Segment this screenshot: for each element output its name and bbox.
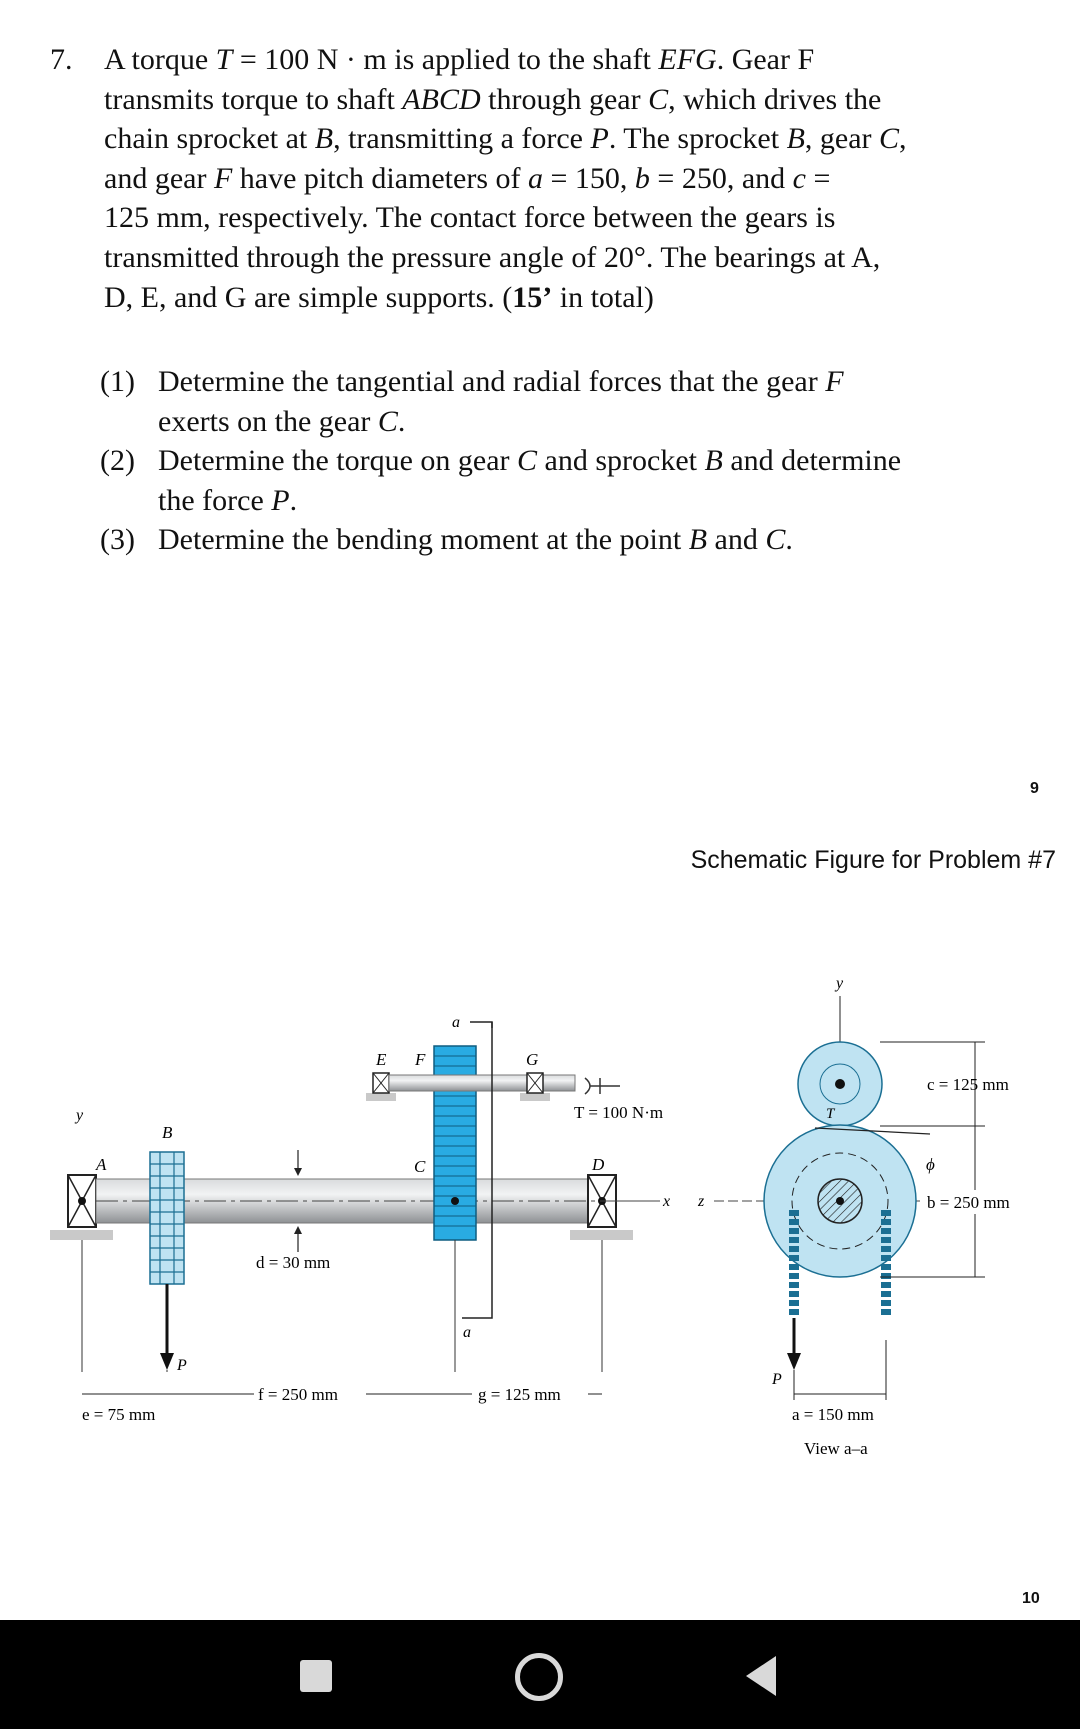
label-b-dim: b = 250 mm <box>927 1193 1010 1212</box>
problem-line: 125 mm, respectively. The contact force between the gears is <box>104 201 836 235</box>
page-number: 10 <box>1022 1590 1040 1607</box>
ground-G <box>520 1093 550 1101</box>
bearing-A <box>68 1175 96 1227</box>
problem-line: A torque T = 100 N · m is applied to the shaft EFG. Gear F <box>104 43 815 76</box>
label-T-small: T <box>826 1106 835 1122</box>
gear-F-view <box>798 1042 882 1126</box>
label-D: D <box>592 1155 605 1174</box>
bearing-E <box>373 1073 389 1093</box>
label-f-dim: f = 250 mm <box>258 1385 338 1404</box>
problem-line: transmitted through the pressure angle of 20°. The bearings at A, <box>104 240 881 274</box>
d-arrowhead-bottom <box>294 1226 302 1234</box>
label-P-right: P <box>772 1371 782 1388</box>
label-a-dim: a = 150 mm <box>792 1405 874 1424</box>
label-c-dim: c = 125 mm <box>927 1075 1009 1094</box>
home-button[interactable] <box>515 1653 563 1701</box>
label-y-right: y <box>836 975 844 992</box>
recent-apps-button[interactable] <box>300 1660 332 1692</box>
problem-line: and gear F have pitch diameters of a = 150, b = 250, and c = <box>104 161 831 195</box>
section-marker-top <box>470 1022 492 1028</box>
navigation-bar <box>0 1620 1080 1729</box>
label-B: B <box>162 1123 173 1142</box>
bearing-G <box>527 1073 543 1093</box>
sprocket-B <box>150 1152 184 1284</box>
force-P-right-arrowhead <box>787 1353 801 1370</box>
label-torque: T = 100 N·m <box>574 1103 664 1122</box>
ground-E <box>366 1093 396 1101</box>
page-number: 9 <box>1030 780 1039 797</box>
problem-line: chain sprocket at B, transmitting a force P. The sprocket B, gear C, <box>104 122 907 156</box>
label-a-bottom: a <box>463 1324 471 1341</box>
label-phi: ϕ <box>926 1155 935 1174</box>
torque-symbol <box>585 1078 620 1094</box>
label-e-dim: e = 75 mm <box>82 1405 156 1424</box>
label-view: View a–a <box>804 1439 868 1458</box>
problem-body <box>104 40 1010 317</box>
label-G: G <box>526 1050 539 1069</box>
subquestion-list <box>100 362 1020 560</box>
d-arrowhead-top <box>294 1168 302 1176</box>
label-E: E <box>376 1050 387 1069</box>
label-d-dim: d = 30 mm <box>256 1253 331 1272</box>
problem-line: transmits torque to shaft ABCD through gear C, which drives the <box>104 82 882 116</box>
label-F: F <box>415 1050 426 1069</box>
subquestion-2: (2) Determine the torque on gear C and sprocket B and determine the force P. <box>100 444 902 517</box>
label-C: C <box>414 1157 426 1176</box>
subquestion-3: (3) Determine the bending moment at the point B and C. <box>100 523 793 557</box>
gear-C-view <box>764 1125 916 1277</box>
label-a-top: a <box>452 1014 460 1031</box>
back-button[interactable] <box>746 1656 776 1696</box>
label-y-left: y <box>76 1107 84 1124</box>
problem-line: D, E, and G are simple supports. (15’ in total) <box>104 280 654 314</box>
shaft-EFG <box>389 1075 575 1091</box>
label-g-dim: g = 125 mm <box>478 1385 561 1404</box>
label-P-left: P <box>177 1357 187 1374</box>
ground-D <box>570 1230 633 1240</box>
ground-A <box>50 1230 113 1240</box>
force-P-left-arrowhead <box>160 1353 174 1370</box>
problem-number: 7. <box>50 43 73 76</box>
label-A: A <box>96 1155 107 1174</box>
schematic-figure <box>0 960 1080 1460</box>
label-x: x <box>663 1193 671 1210</box>
problem-statement <box>50 40 1010 317</box>
figure-title: Schematic Figure for Problem #7 <box>690 846 1056 874</box>
subquestion-1: (1) Determine the tangential and radial forces that the gear F exerts on the gear C. <box>100 365 844 438</box>
label-z: z <box>698 1193 705 1210</box>
